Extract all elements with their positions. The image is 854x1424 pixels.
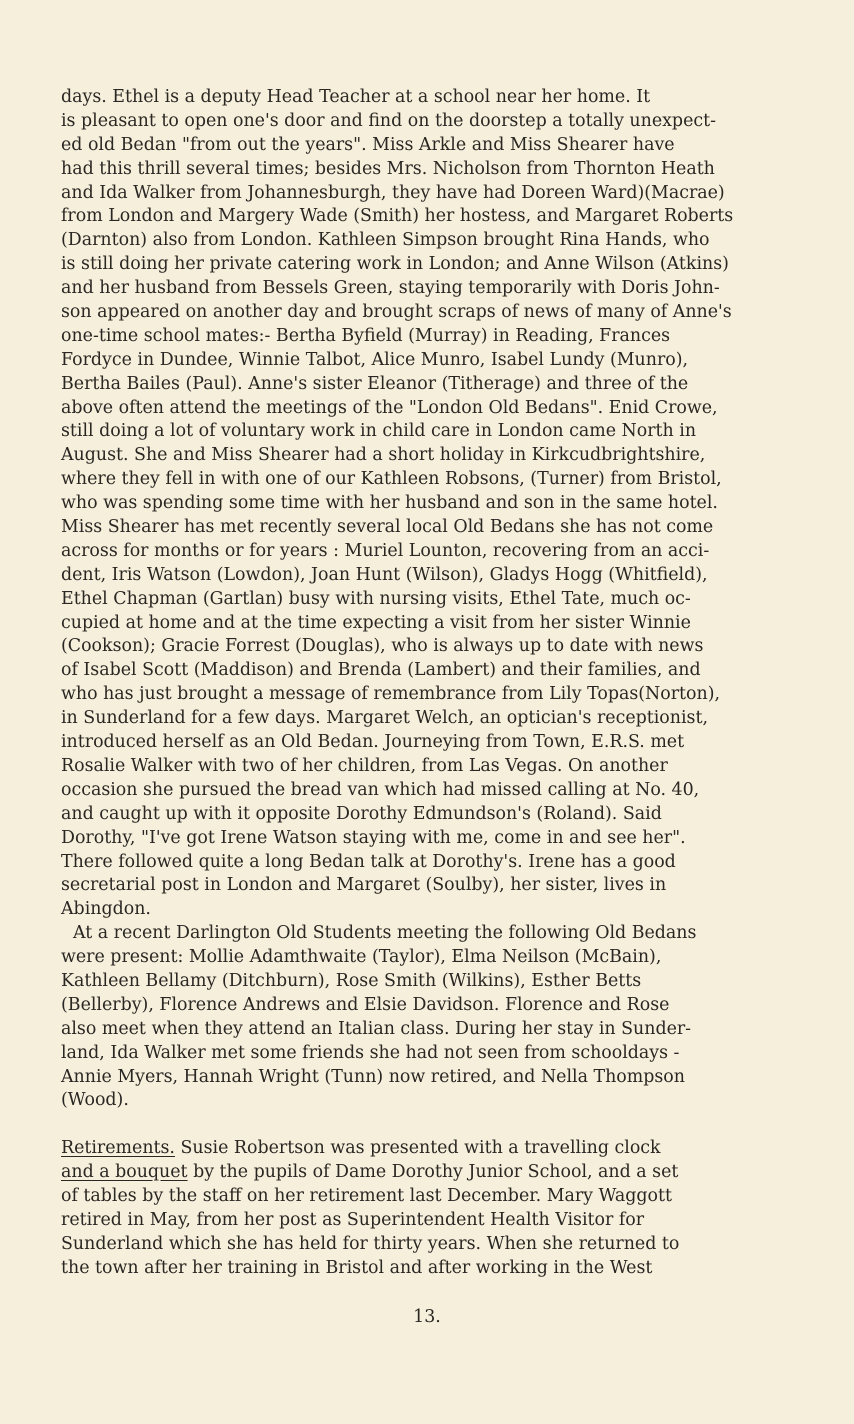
retirements-heading: Retirements. (61, 1138, 175, 1159)
text-line: in Sunderland for a few days. Margaret Welch, an optician's receptionist, (61, 708, 708, 729)
paragraph-gap (61, 1113, 813, 1137)
text-line: ed old Bedan "from out the years". Miss Arkle and Miss Shearer have (61, 134, 675, 155)
text-line: Dorothy, "I've got Irene Watson staying with me, come in and see her". (61, 827, 686, 848)
text-line: Kathleen Bellamy (Ditchburn), Rose Smith (Wilkins), Esther Betts (61, 970, 642, 991)
text-line: (Darnton) also from London. Kathleen Simpson brought Rina Hands, who (61, 230, 710, 251)
text-line: and Ida Walker from Johannesburgh, they have had Doreen Ward)(Macrae) (61, 182, 725, 203)
text-line: land, Ida Walker met some friends she had not seen from schooldays - (61, 1042, 680, 1063)
text-line (61, 1137, 813, 1161)
text-span: by the pupils of Dame Dorothy Junior School, and a set (187, 1162, 679, 1183)
text-line: introduced herself as an Old Bedan. Journeying from Town, E.R.S. met (61, 732, 685, 753)
text-line: is still doing her private catering work in London; and Anne Wilson (Atkins) (61, 254, 729, 275)
text-line: Miss Shearer has met recently several local Old Bedans she has not come (61, 517, 714, 538)
page-number: 13. (413, 1307, 441, 1327)
text-line: son appeared on another day and brought scraps of news of many of Anne's (61, 302, 732, 323)
paragraph-darlington-meeting (61, 922, 813, 1113)
text-line: At a recent Darlington Old Students meeting the following Old Bedans (73, 923, 697, 944)
underlined-phrase: and a bouquet (61, 1162, 188, 1183)
paragraph-old-bedans-visits (61, 86, 813, 922)
text-line: days. Ethel is a deputy Head Teacher at a school near her home. It (61, 87, 651, 107)
text-line: (Cookson); Gracie Forrest (Douglas), who is always up to date with news (61, 636, 704, 657)
text-line: across for months or for years : Muriel Lounton, recovering from an acci- (61, 540, 710, 561)
text-line: from London and Margery Wade (Smith) her hostess, and Margaret Roberts (61, 206, 734, 227)
text-line: Ethel Chapman (Gartlan) busy with nursing visits, Ethel Tate, much oc- (61, 588, 691, 609)
text-line: above often attend the meetings of the "London Old Bedans". Enid Crowe, (61, 397, 718, 418)
text-line: August. She and Miss Shearer had a short holiday in Kirkcudbrightshire, (61, 445, 706, 466)
text-line: Sunderland which she has held for thirty years. When she returned to (61, 1233, 680, 1254)
text-line: dent, Iris Watson (Lowdon), Joan Hunt (Wilson), Gladys Hogg (Whitfield), (61, 564, 708, 585)
text-line: where they fell in with one of our Kathleen Robsons, (Turner) from Bristol, (61, 469, 722, 490)
text-line: had this thrill several times; besides Mrs. Nicholson from Thornton Heath (61, 158, 715, 179)
text-line (61, 1161, 813, 1185)
text-line: of tables by the staff on her retirement last December. Mary Waggott (61, 1185, 672, 1206)
paragraph-retirements (61, 1137, 813, 1280)
text-line: one-time school mates:- Bertha Byfield (Murray) in Reading, Frances (61, 325, 671, 346)
text-line: and caught up with it opposite Dorothy Edmundson's (Roland). Said (61, 803, 662, 824)
text-line: who was spending some time with her husband and son in the same hotel. (61, 493, 718, 514)
text-line: occasion she pursued the bread van which had missed calling at No. 40, (61, 779, 700, 800)
text-line: is pleasant to open one's door and find on the doorstep a totally unexpect- (61, 110, 716, 131)
text-line: still doing a lot of voluntary work in child care in London came North in (61, 421, 697, 442)
text-span: Susie Robertson was presented with a travelling clock (174, 1138, 661, 1159)
text-line: who has just brought a message of remembrance from Lily Topas(Norton), (61, 684, 721, 705)
text-line: the town after her training in Bristol and after working in the West (61, 1257, 653, 1278)
text-line: also meet when they attend an Italian class. During her stay in Sunder- (61, 1018, 692, 1039)
text-line: secretarial post in London and Margaret (Soulby), her sister, lives in (61, 875, 667, 896)
text-line: were present: Mollie Adamthwaite (Taylor), Elma Neilson (McBain), (61, 947, 662, 968)
text-line: Annie Myers, Hannah Wright (Tunn) now retired, and Nella Thompson (61, 1066, 685, 1087)
text-line: Abingdon. (61, 899, 151, 920)
body-text (61, 86, 813, 1281)
text-line: There followed quite a long Bedan talk at Dorothy's. Irene has a good (61, 851, 676, 872)
text-line: of Isabel Scott (Maddison) and Brenda (Lambert) and their families, and (61, 660, 701, 681)
text-line: retired in May, from her post as Superintendent Health Visitor for (61, 1209, 645, 1230)
text-line: (Bellerby), Florence Andrews and Elsie Davidson. Florence and Rose (61, 994, 670, 1015)
text-line: Bertha Bailes (Paul). Anne's sister Eleanor (Titherage) and three of the (61, 373, 689, 394)
text-line: Rosalie Walker with two of her children, from Las Vegas. On another (61, 755, 668, 776)
text-line: (Wood). (61, 1090, 129, 1111)
text-line: Fordyce in Dundee, Winnie Talbot, Alice Munro, Isabel Lundy (Munro), (61, 349, 689, 370)
text-line: cupied at home and at the time expecting a visit from her sister Winnie (61, 612, 691, 633)
text-line: and her husband from Bessels Green, staying temporarily with Doris John- (61, 278, 720, 299)
